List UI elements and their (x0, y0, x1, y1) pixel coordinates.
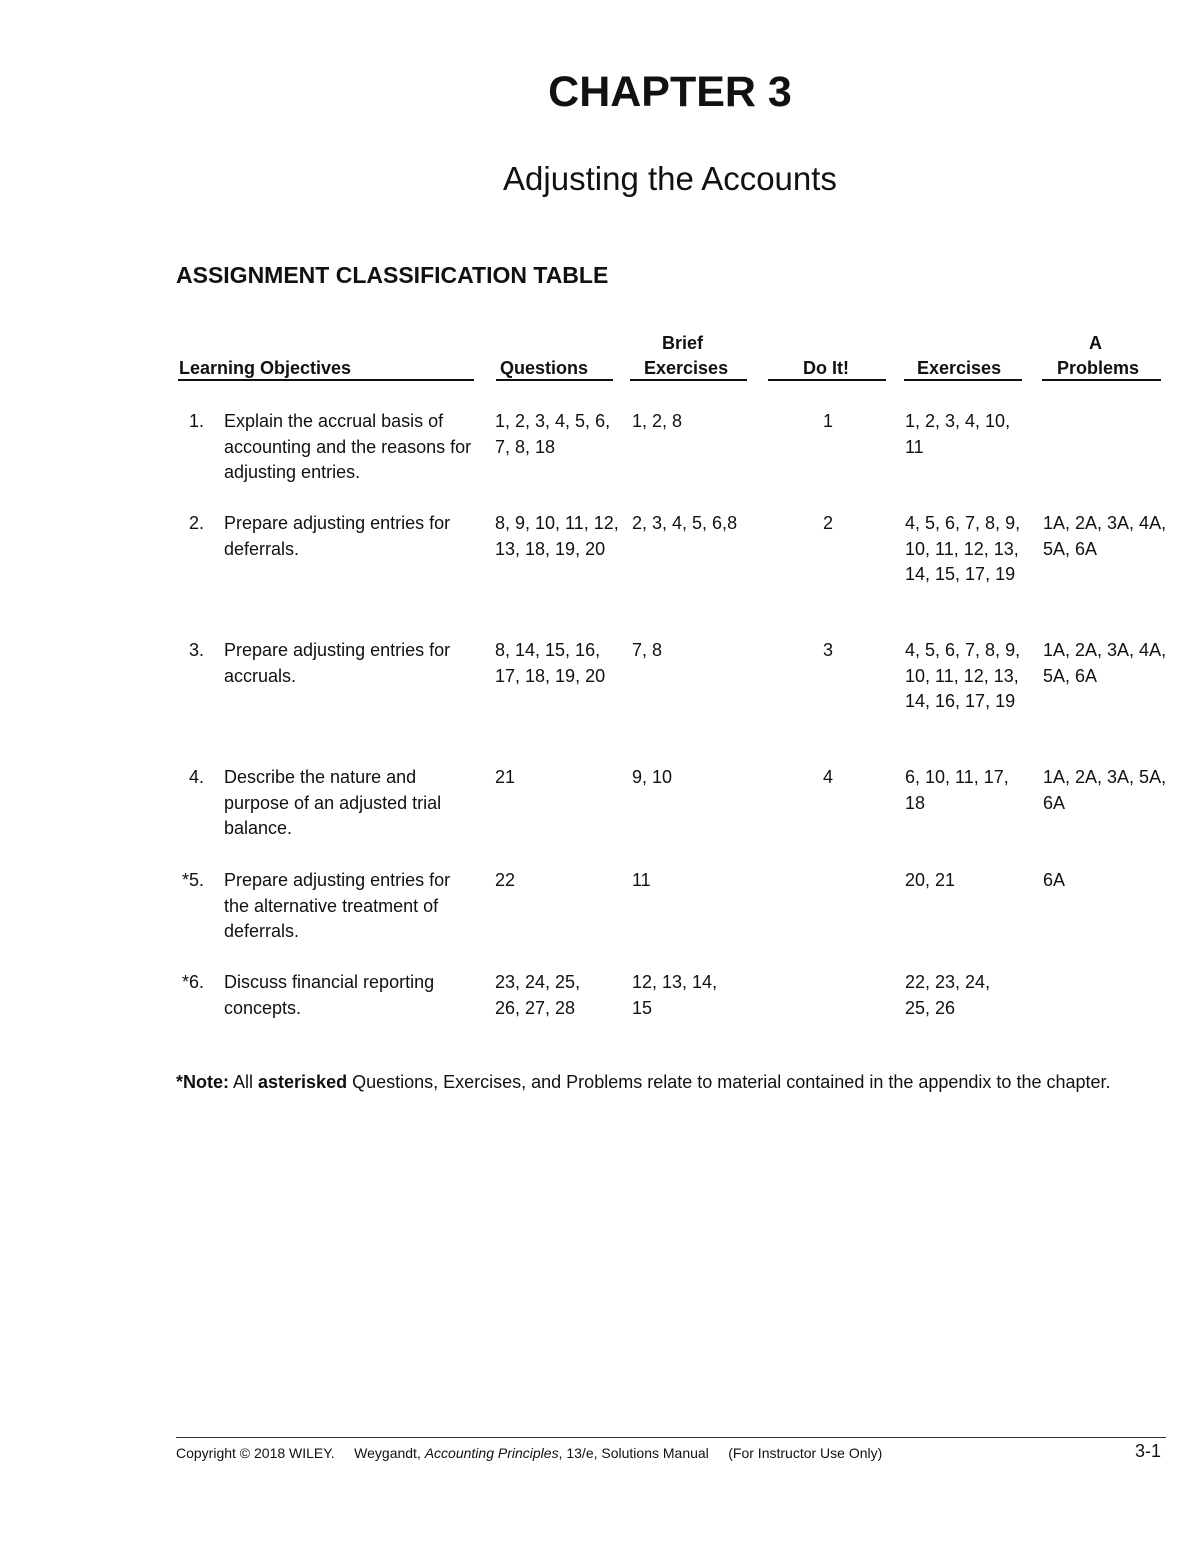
header-underline (904, 379, 1022, 381)
footer-edition: , 13/e, Solutions Manual (558, 1445, 709, 1461)
header-exercises: Exercises (917, 358, 1002, 378)
questions-cell: 23, 24, 25, 26, 27, 28 (495, 972, 581, 1018)
questions-cell: 21 (495, 767, 516, 787)
objective-number: 4. (188, 767, 204, 787)
header-underline (496, 379, 613, 381)
objective-text: Discuss financial reporting concepts. (224, 972, 435, 1018)
brief-exercises-cell: 11 (632, 870, 651, 890)
a-problems-cell: 1A, 2A, 3A, 5A, 6A (1043, 767, 1167, 813)
a-problems-cell: 6A (1043, 870, 1066, 890)
objective-text: Describe the nature and purpose of an adjusted trial balance. (224, 767, 442, 838)
footer-copyright: Copyright © 2018 WILEY. (176, 1445, 335, 1461)
section-heading: ASSIGNMENT CLASSIFICATION TABLE (176, 262, 609, 288)
objective-text: Explain the accrual basis of accounting and the reasons for adjusting entries. (224, 411, 472, 482)
brief-exercises-cell: 2, 3, 4, 5, 6,8 (632, 513, 738, 533)
page-number: 3-1 (1135, 1441, 1162, 1461)
note-text: Questions, Exercises, and Problems relate to material contained in the appendix to the chapter. (347, 1072, 1111, 1092)
objective-number: 3. (188, 640, 204, 660)
exercises-cell: 4, 5, 6, 7, 8, 9, 10, 11, 12, 13, 14, 16, 17, 19 (905, 640, 1021, 711)
brief-exercises-cell: 9, 10 (632, 767, 673, 787)
header-questions: Questions (500, 358, 589, 378)
do-it-cell: 3 (822, 640, 833, 660)
a-problems-cell: 1A, 2A, 3A, 4A, 5A, 6A (1043, 640, 1167, 686)
header-underline (768, 379, 886, 381)
brief-exercises-cell: 12, 13, 14, 15 (632, 972, 718, 1018)
header-underline (630, 379, 747, 381)
objective-number: *6. (181, 972, 204, 992)
questions-cell: 1, 2, 3, 4, 5, 6, 7, 8, 18 (495, 411, 611, 457)
header-underline (178, 379, 474, 381)
footer (176, 1445, 882, 1461)
note-label: *Note: (176, 1072, 229, 1092)
objective-text: Prepare adjusting entries for the alternative treatment of deferrals. (224, 870, 451, 941)
appendix-note (176, 1070, 1164, 1096)
objective-number: 1. (188, 411, 204, 431)
header-a-problems-bottom: Problems (1057, 358, 1140, 378)
header-a-problems-top: A (1089, 333, 1102, 353)
footer-usage: (For Instructor Use Only) (728, 1445, 883, 1461)
footer-book-title: Accounting Principles (424, 1445, 559, 1461)
objective-text: Prepare adjusting entries for deferrals. (224, 513, 451, 559)
objective-text: Prepare adjusting entries for accruals. (224, 640, 451, 686)
questions-cell: 22 (495, 870, 516, 890)
header-brief-top: Brief (662, 333, 704, 353)
note-emphasis: asterisked (258, 1072, 348, 1092)
questions-cell: 8, 9, 10, 11, 12, 13, 18, 19, 20 (495, 513, 619, 559)
chapter-title: CHAPTER 3 (548, 68, 792, 116)
do-it-cell: 4 (822, 767, 833, 787)
chapter-subtitle: Adjusting the Accounts (503, 160, 837, 197)
exercises-cell: 20, 21 (905, 870, 956, 890)
header-learning-objectives: Learning Objectives (179, 358, 352, 378)
exercises-cell: 4, 5, 6, 7, 8, 9, 10, 11, 12, 13, 14, 15, 17, 19 (905, 513, 1021, 584)
objective-number: *5. (181, 870, 204, 890)
header-brief-bottom: Exercises (644, 358, 729, 378)
brief-exercises-cell: 7, 8 (632, 640, 663, 660)
exercises-cell: 1, 2, 3, 4, 10, 11 (905, 411, 1011, 457)
header-do-it: Do It! (803, 358, 849, 378)
footer-author: Weygandt, (354, 1445, 421, 1461)
a-problems-cell: 1A, 2A, 3A, 4A, 5A, 6A (1043, 513, 1167, 559)
footer-rule (176, 1437, 1166, 1438)
do-it-cell: 2 (822, 513, 833, 533)
objective-number: 2. (188, 513, 204, 533)
exercises-cell: 6, 10, 11, 17, 18 (905, 767, 1009, 813)
brief-exercises-cell: 1, 2, 8 (632, 411, 683, 431)
exercises-cell: 22, 23, 24, 25, 26 (905, 972, 991, 1018)
do-it-cell: 1 (822, 411, 833, 431)
questions-cell: 8, 14, 15, 16, 17, 18, 19, 20 (495, 640, 606, 686)
header-underline (1042, 379, 1161, 381)
note-text: All (229, 1072, 259, 1092)
